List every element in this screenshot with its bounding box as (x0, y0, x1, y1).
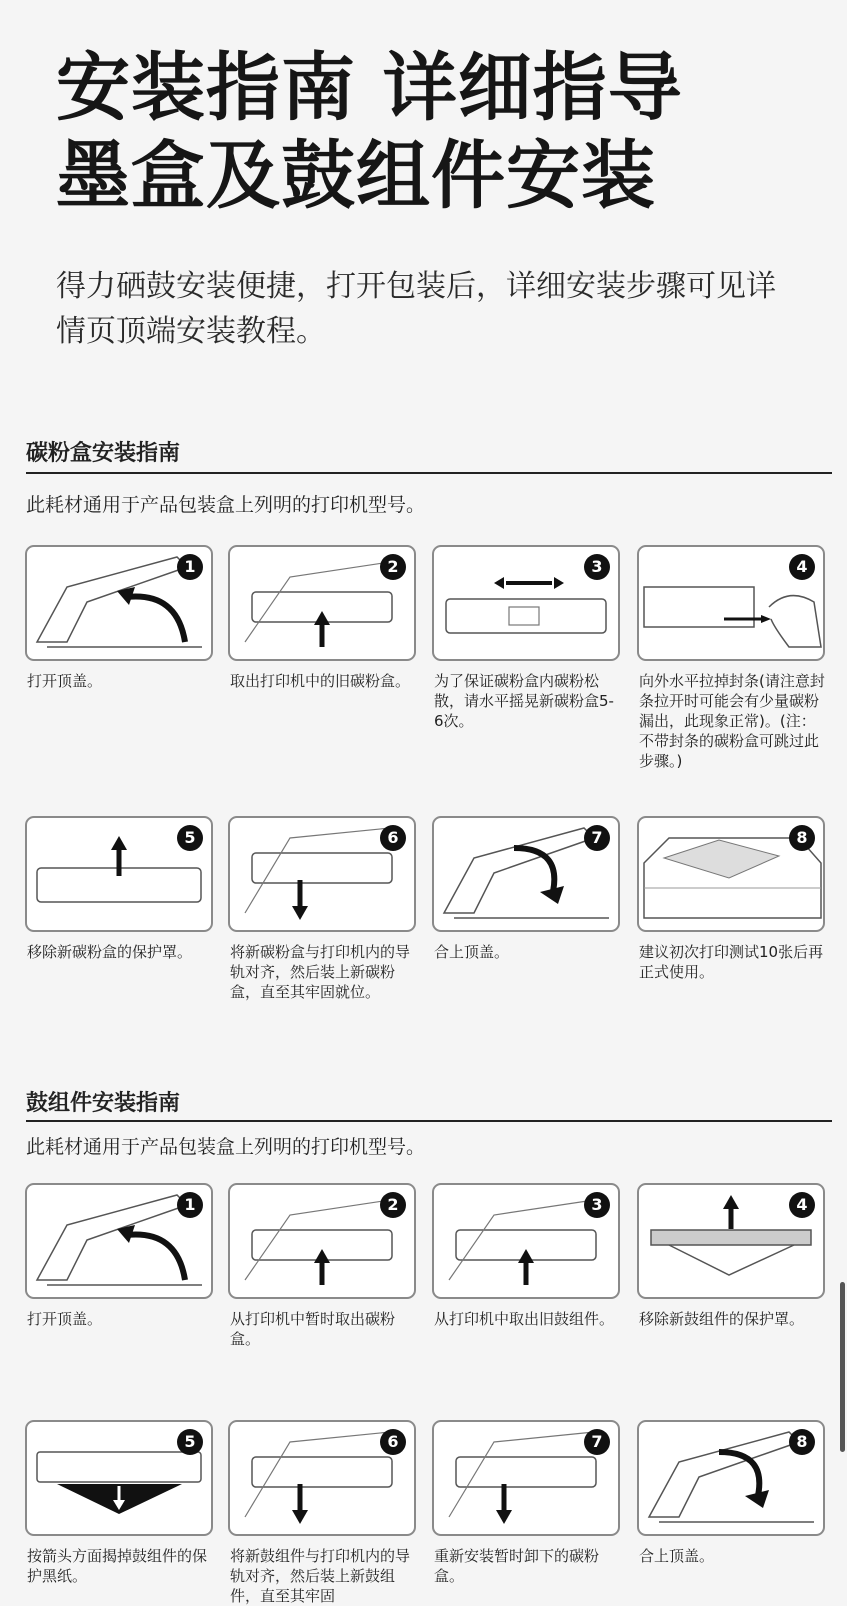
step-illustration (228, 816, 416, 932)
page-title (56, 44, 683, 220)
step-card (432, 545, 622, 731)
toner-section-title: 碳粉盒安装指南 (26, 441, 181, 466)
step-caption: 打开顶盖。 (27, 672, 103, 690)
step-card (432, 816, 622, 962)
step-number-badge: 7 (584, 825, 610, 851)
step-illustration (637, 545, 825, 661)
step-card (25, 1183, 215, 1329)
step-number-badge: 3 (584, 1192, 610, 1218)
step-card (228, 1420, 418, 1606)
step-illustration (25, 1420, 213, 1536)
drum-section-title: 鼓组件安装指南 (26, 1091, 181, 1116)
step-card (25, 1420, 215, 1586)
step-illustration (637, 816, 825, 932)
step-caption: 取出打印机中的旧碳粉盒。 (230, 672, 411, 690)
step-number-badge: 1 (177, 554, 203, 580)
step-caption: 向外水平拉掉封条(请注意封条拉开时可能会有少量碳粉漏出，此现象正常)。(注：不带封条的碳粉盒可跳过此步骤。) (639, 672, 825, 770)
step-illustration (432, 545, 620, 661)
step-caption: 打开顶盖。 (27, 1310, 103, 1328)
step-card (432, 1183, 622, 1329)
title-line-1: 安装指南 详细指导 (56, 45, 683, 131)
step-card (228, 1183, 418, 1349)
step-caption: 为了保证碳粉盒内碳粉松散，请水平摇晃新碳粉盒5-6次。 (434, 672, 614, 730)
step-card (637, 545, 827, 771)
step-illustration (637, 1183, 825, 1299)
toner-section-note: 此耗材通用于产品包装盒上列明的打印机型号。 (26, 494, 426, 516)
title-line-2: 墨盒及鼓组件安装 (56, 133, 656, 219)
step-caption: 将新鼓组件与打印机内的导轨对齐，然后装上新鼓组件，直至其牢固 (230, 1547, 411, 1605)
step-caption: 将新碳粉盒与打印机内的导轨对齐，然后装上新碳粉盒，直至其牢固就位。 (230, 943, 411, 1001)
step-number-badge: 4 (789, 1192, 815, 1218)
step-illustration (25, 1183, 213, 1299)
step-number-badge: 8 (789, 1429, 815, 1455)
step-number-badge: 6 (380, 1429, 406, 1455)
drum-section-note: 此耗材通用于产品包装盒上列明的打印机型号。 (26, 1136, 426, 1158)
step-illustration (25, 816, 213, 932)
step-card (637, 1183, 827, 1329)
step-caption: 从打印机中暂时取出碳粉盒。 (230, 1310, 396, 1348)
step-number-badge: 2 (380, 554, 406, 580)
step-illustration (228, 1183, 416, 1299)
step-number-badge: 2 (380, 1192, 406, 1218)
step-caption: 移除新鼓组件的保护罩。 (639, 1310, 805, 1328)
step-card (25, 816, 215, 962)
step-card (637, 816, 827, 982)
step-caption: 移除新碳粉盒的保护罩。 (27, 943, 193, 961)
scrollbar[interactable] (840, 1282, 845, 1452)
step-caption: 合上顶盖。 (434, 943, 510, 961)
step-card (637, 1420, 827, 1566)
step-illustration (432, 1420, 620, 1536)
step-card (25, 545, 215, 691)
step-illustration (637, 1420, 825, 1536)
step-number-badge: 5 (177, 1429, 203, 1455)
step-caption: 建议初次打印测试10张后再正式使用。 (639, 943, 824, 981)
step-caption: 按箭头方面揭掉鼓组件的保护黑纸。 (27, 1547, 208, 1585)
step-number-badge: 6 (380, 825, 406, 851)
step-number-badge: 8 (789, 825, 815, 851)
intro-text: 得力硒鼓安装便捷，打开包装后，详细安装步骤可见详情页顶端安装教程。 (56, 269, 776, 349)
step-caption: 从打印机中取出旧鼓组件。 (434, 1310, 615, 1328)
step-illustration (432, 816, 620, 932)
step-illustration (25, 545, 213, 661)
step-illustration (432, 1183, 620, 1299)
step-card (432, 1420, 622, 1586)
step-card (228, 816, 418, 1002)
step-illustration (228, 545, 416, 661)
step-number-badge: 1 (177, 1192, 203, 1218)
step-card (228, 545, 418, 691)
step-number-badge: 7 (584, 1429, 610, 1455)
step-caption: 重新安装暂时卸下的碳粉盒。 (434, 1547, 600, 1585)
step-number-badge: 5 (177, 825, 203, 851)
step-number-badge: 4 (789, 554, 815, 580)
step-illustration (228, 1420, 416, 1536)
drum-section-divider (26, 1120, 832, 1122)
step-number-badge: 3 (584, 554, 610, 580)
toner-section-divider (26, 472, 832, 474)
step-caption: 合上顶盖。 (639, 1547, 715, 1565)
